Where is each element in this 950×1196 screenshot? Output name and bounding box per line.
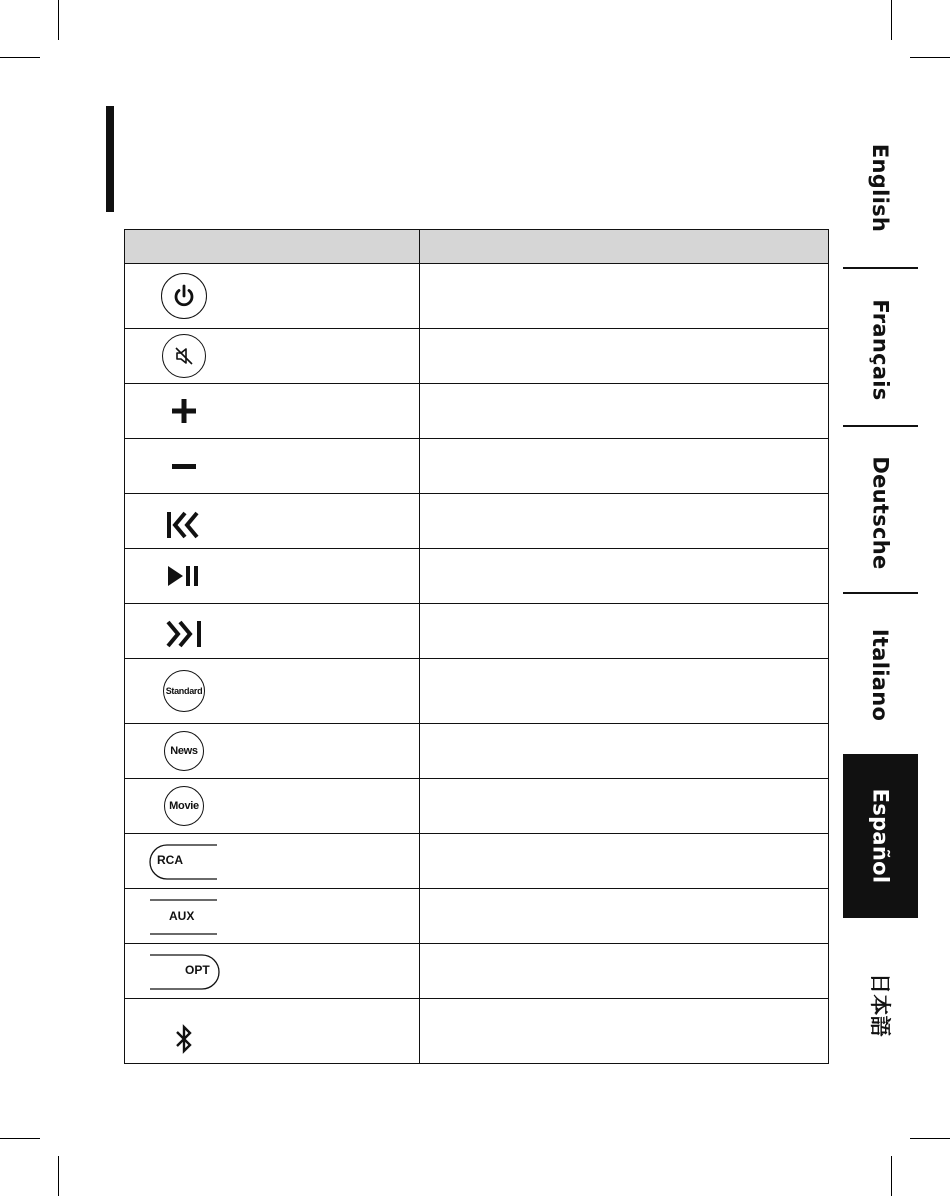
language-tab-divider <box>843 592 918 594</box>
language-tab-divider <box>843 425 918 427</box>
play-pause-icon <box>167 564 201 588</box>
table-header <box>125 230 828 264</box>
language-tab-divider <box>843 267 918 269</box>
crop-mark <box>58 1156 59 1196</box>
next-track-icon <box>164 620 204 648</box>
news-mode-button: News <box>164 731 204 771</box>
crop-mark <box>0 57 40 58</box>
section-heading-bar <box>106 106 114 212</box>
table-row <box>125 834 828 889</box>
crop-mark <box>58 0 59 40</box>
power-icon <box>161 273 207 319</box>
table-row <box>125 779 828 834</box>
table-row <box>125 439 828 494</box>
table-header-cell <box>125 230 420 263</box>
table-row <box>125 659 828 724</box>
crop-mark <box>910 1138 950 1139</box>
bluetooth-icon <box>174 1024 194 1054</box>
table-row <box>125 494 828 549</box>
crop-mark <box>0 1138 40 1139</box>
language-tab-italiano[interactable]: Italiano <box>868 628 893 722</box>
rca-input-button: RCA <box>149 844 217 878</box>
language-tab-francais[interactable]: Français <box>868 299 893 401</box>
opt-input-button: OPT <box>149 954 217 988</box>
language-tab-deutsche[interactable]: Deutsche <box>868 455 893 570</box>
table-row <box>125 604 828 659</box>
language-tab-japanese[interactable]: 日本語 <box>867 973 892 1037</box>
crop-mark <box>910 57 950 58</box>
language-tab-espanol[interactable]: Español <box>843 754 918 918</box>
minus-icon <box>171 463 197 471</box>
table-row <box>125 264 828 329</box>
aux-input-button: AUX <box>169 909 195 923</box>
crop-mark <box>891 1156 892 1196</box>
mute-icon <box>162 334 206 378</box>
controls-table <box>124 229 829 1064</box>
table-row <box>125 724 828 779</box>
plus-icon <box>171 398 197 424</box>
movie-mode-button: Movie <box>164 786 204 826</box>
table-row <box>125 329 828 384</box>
standard-mode-button: Standard <box>163 670 205 712</box>
table-row <box>125 944 828 999</box>
table-row <box>125 889 828 944</box>
language-tab-english[interactable]: English <box>868 143 893 232</box>
table-row <box>125 549 828 604</box>
crop-mark <box>891 0 892 40</box>
table-header-cell <box>420 230 828 263</box>
table-row <box>125 999 828 1063</box>
previous-track-icon <box>165 511 203 539</box>
table-row <box>125 384 828 439</box>
